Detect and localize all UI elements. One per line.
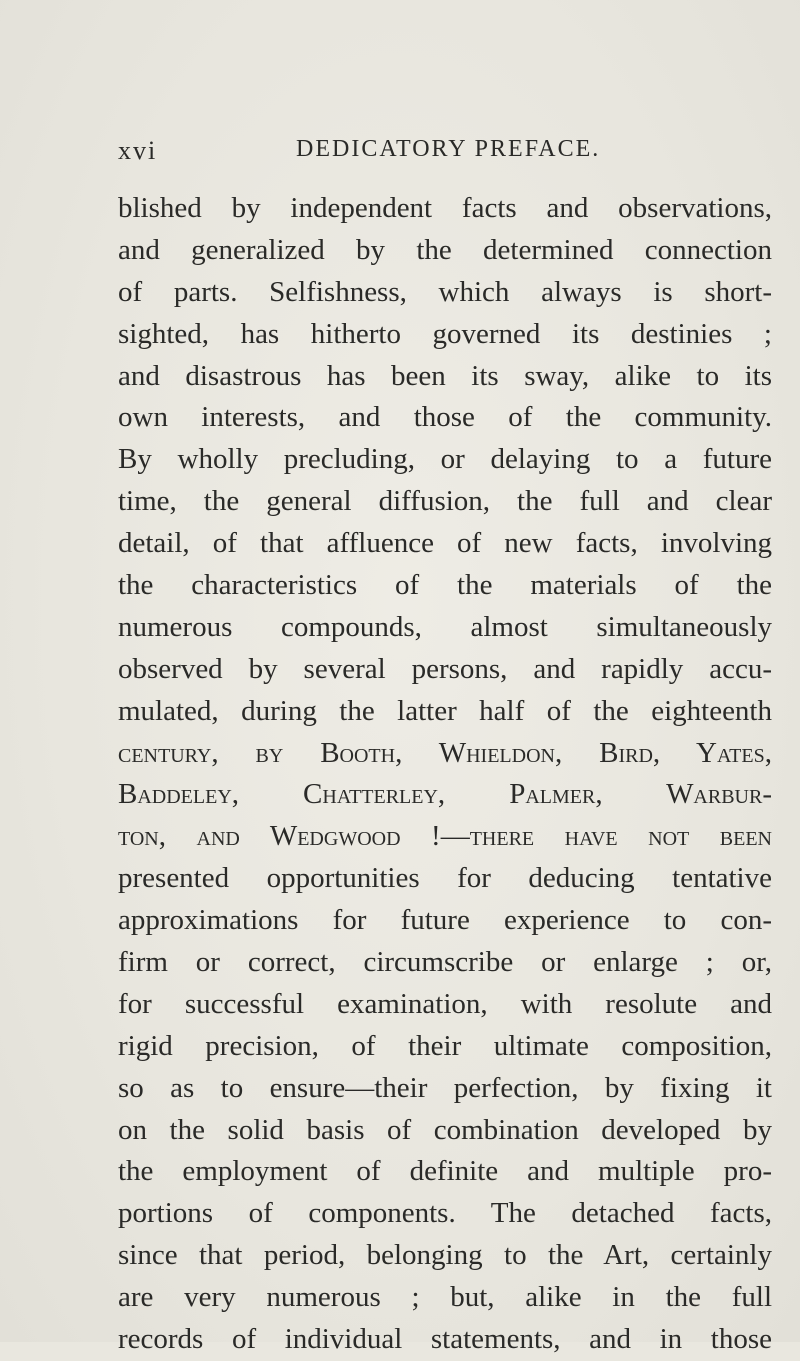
text-line: since that period, belonging to the Art, certainly [118,1239,772,1272]
text-line: blished by independent facts and observations, [118,192,772,224]
text-line: sighted, has hitherto governed its destinies ; [118,317,772,350]
text-line-names: ton, and Wedgwood !—there have not been [118,820,772,853]
text-line: and disastrous has been its sway, alike to its [118,359,772,392]
text-line: are very numerous ; but, alike in the full [118,1281,772,1314]
text-line: mulated, during the latter half of the eighteenth [118,694,772,727]
text-line: observed by several persons, and rapidly accu- [118,652,772,685]
text-line: detail, of that affluence of new facts, involving [118,527,772,560]
text-line: approximations for future experience to con- [118,904,772,937]
page-number: xvi [118,136,158,165]
text-line: portions of components. The detached facts, [118,1197,772,1230]
text-line: rigid precision, of their ultimate composition, [118,1029,772,1062]
text-line: the characteristics of the materials of the [118,569,772,602]
text-line: firm or correct, circumscribe or enlarge ; or, [118,946,772,979]
running-head [118,136,770,172]
body-text [118,188,772,1361]
running-title: DEDICATORY PREFACE. [296,136,601,162]
text-line: of parts. Selfishness, which always is short- [118,275,772,308]
text-line: on the solid basis of combination developed by [118,1113,772,1146]
text-line: presented opportunities for deducing tentative [118,862,772,895]
text-line: By wholly precluding, or delaying to a future [118,443,772,476]
text-line-names: Baddeley, Chatterley, Palmer, Warbur- [118,778,772,811]
text-line: numerous compounds, almost simultaneously [118,610,772,643]
text-line: records of individual statements, and in those [118,1323,772,1356]
text-line: own interests, and those of the community. [118,401,772,434]
text-line: so as to ensure—their perfection, by fixing it [118,1071,772,1104]
text-line: time, the general diffusion, the full and clear [118,485,772,518]
text-line-names: century, by Booth, Whieldon, Bird, Yates, [118,736,772,769]
text-line: and generalized by the determined connection [118,233,772,266]
text-line: the employment of definite and multiple pro- [118,1155,772,1188]
text-line: for successful examination, with resolute and [118,987,772,1020]
